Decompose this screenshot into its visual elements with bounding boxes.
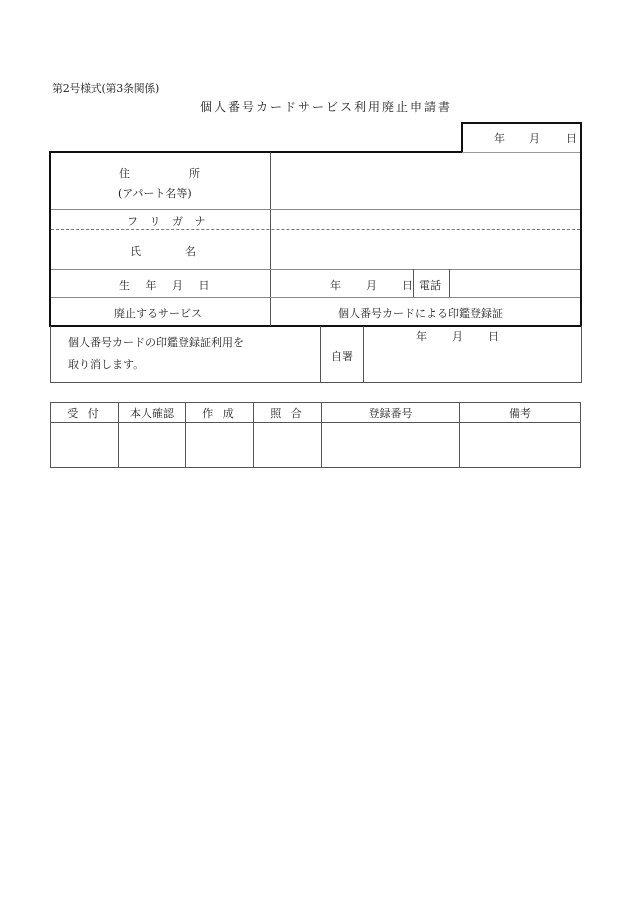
birth-month-label: 月	[366, 279, 377, 292]
header-remarks: 備考	[509, 407, 531, 420]
table-right-border	[580, 122, 582, 327]
address-sub-label: (アパート名等)	[118, 187, 192, 200]
phone-input[interactable]	[452, 271, 576, 295]
table-bottom-border	[49, 325, 582, 327]
declaration-line-2: 取り消します。	[68, 358, 145, 371]
signature-label-right-divider	[363, 326, 364, 383]
identity-check-cell[interactable]	[121, 425, 183, 465]
table-top-border-left	[49, 151, 463, 153]
created-cell[interactable]	[188, 425, 251, 465]
declaration-line-1: 個人番号カードの印鑑登録証利用を	[68, 336, 244, 349]
furigana-input[interactable]	[274, 211, 576, 227]
table-top-border-right	[462, 152, 581, 153]
remarks-cell[interactable]	[462, 425, 578, 465]
row-divider	[51, 269, 580, 270]
signature-month-label: 月	[452, 330, 463, 343]
signature-day-label: 日	[488, 330, 499, 343]
address-label-1: 住	[119, 167, 130, 180]
name-label-2: 名	[185, 245, 196, 258]
declaration-right-border	[581, 326, 582, 383]
label-column-divider	[270, 152, 271, 326]
date-box-top-border	[461, 122, 582, 124]
office-table-top-border	[50, 402, 581, 403]
application-date-input[interactable]	[463, 125, 579, 150]
address-input[interactable]	[274, 156, 576, 206]
header-identity-check: 本人確認	[130, 407, 174, 420]
birth-year-label: 年	[330, 279, 341, 292]
office-table-header-divider	[50, 422, 581, 423]
dashed-row-divider	[51, 229, 580, 230]
declaration-bottom-border	[50, 382, 582, 383]
name-label-1: 氏	[130, 245, 141, 258]
row-divider	[51, 209, 580, 210]
verified-cell[interactable]	[256, 425, 319, 465]
header-reception: 受 付	[67, 407, 102, 420]
reception-cell[interactable]	[53, 425, 116, 465]
form-number: 第2号様式(第3条関係)	[52, 82, 159, 95]
signature-label: 自署	[331, 350, 353, 363]
header-registration-number: 登録番号	[368, 407, 413, 420]
name-input[interactable]	[274, 232, 576, 266]
phone-label-right-divider	[449, 269, 450, 297]
service-label: 廃止するサービス	[114, 307, 202, 320]
registration-number-cell[interactable]	[324, 425, 457, 465]
address-label-2: 所	[189, 167, 200, 180]
application-day-label: 日	[566, 132, 577, 145]
column-divider	[580, 402, 581, 468]
signature-year-label: 年	[416, 330, 427, 343]
signature-input[interactable]	[366, 342, 578, 380]
application-month-label: 月	[529, 132, 540, 145]
signature-label-left-divider	[320, 326, 321, 383]
header-created: 作 成	[202, 407, 237, 420]
header-verified: 照 合	[270, 407, 305, 420]
birthdate-label: 生 年 月 日	[119, 279, 216, 292]
service-value: 個人番号カードによる印鑑登録証	[338, 307, 503, 320]
phone-label-left-divider	[413, 269, 414, 297]
furigana-label: フ リ ガ ナ	[127, 215, 210, 228]
row-divider	[51, 297, 580, 298]
office-table-bottom-border	[50, 467, 581, 468]
birth-day-label: 日	[402, 279, 413, 292]
application-year-label: 年	[494, 132, 505, 145]
phone-label: 電話	[419, 279, 441, 292]
document-title: 個人番号カードサービス利用廃止申請書	[200, 100, 453, 114]
declaration-left-border	[50, 326, 51, 383]
birthdate-input[interactable]	[274, 271, 410, 295]
table-left-border	[49, 151, 51, 327]
